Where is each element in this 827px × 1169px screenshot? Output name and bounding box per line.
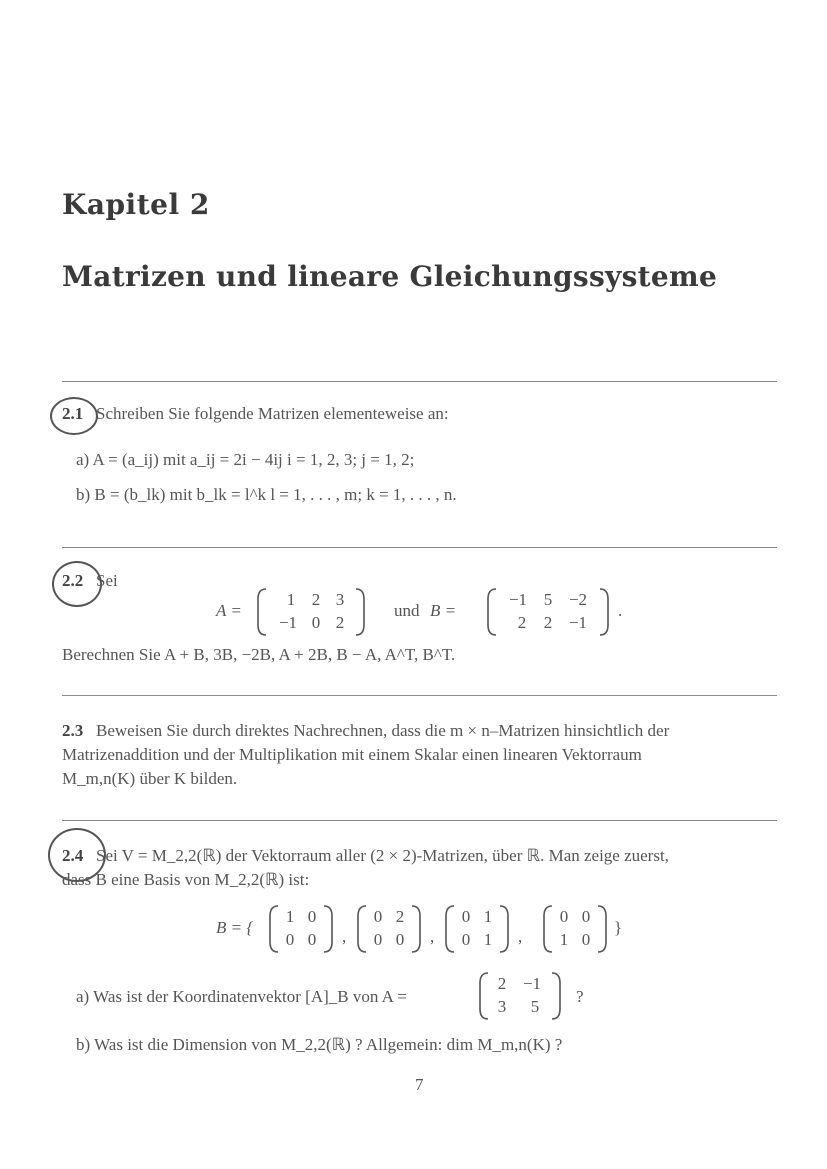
matrix-cell: 0 xyxy=(395,930,405,949)
basis-matrix-4 xyxy=(542,904,608,954)
matrix-cell: 0 xyxy=(581,907,591,926)
divider xyxy=(62,547,777,548)
matrix-cell: 0 xyxy=(461,907,471,926)
page-number: 7 xyxy=(415,1075,424,1094)
matrix-cell: −2 xyxy=(568,590,588,609)
matrix-cell: 5 xyxy=(543,590,553,609)
exercise-number: 2.4 xyxy=(62,846,84,865)
matrix-cell: 1 xyxy=(285,907,295,926)
exercise-2-4-a: a) Was ist der Koordinatenvektor [A]_B von A = xyxy=(76,987,407,1006)
comma: , xyxy=(430,927,435,946)
exercise-2-3-line2: Matrizenaddition und der Multiplikation mit einem Skalar einen linearen Vektorraum xyxy=(62,745,642,764)
chapter-label: Kapitel 2 xyxy=(62,188,210,221)
matrix-cell: 0 xyxy=(373,930,383,949)
matrix-A-label: A = xyxy=(216,601,242,620)
matrix-brackets xyxy=(356,904,422,954)
exercise-2-1-b: b) B = (b_lk) mit b_lk = l^k l = 1, . . . , m; k = 1, . . . , n. xyxy=(76,485,457,504)
exercise-intro: Schreiben Sie folgende Matrizen elementeweise an: xyxy=(96,404,449,423)
matrix-B xyxy=(486,587,610,637)
matrix-cell: 0 xyxy=(373,907,383,926)
exercise-number: 2.2 xyxy=(62,571,84,590)
matrix-cell: 2 xyxy=(335,613,345,632)
matrix-cell: 1 xyxy=(286,590,296,609)
matrix-cell: −1 xyxy=(568,613,588,632)
matrix-cell: 2 xyxy=(311,590,321,609)
matrix-cell: 2 xyxy=(395,907,405,926)
matrix-cell: 5 xyxy=(530,997,540,1016)
matrix-cell: −1 xyxy=(278,613,298,632)
exercise-2-4-line1 xyxy=(62,845,669,867)
comma: , xyxy=(518,927,523,946)
matrix-cell: 1 xyxy=(483,907,493,926)
matrix-cell: 0 xyxy=(285,930,295,949)
matrix-cell: 3 xyxy=(335,590,345,609)
period: . xyxy=(618,601,623,620)
exercise-2-2-task: Berechnen Sie A + B, 3B, −2B, A + 2B, B − A, A^T, B^T. xyxy=(62,645,456,664)
exercise-text: Sei V = M_2,2(ℝ) der Vektorraum aller (2 × 2)-Matrizen, über ℝ. Man zeige zuerst, xyxy=(96,846,669,865)
matrix-A-coord xyxy=(478,971,562,1021)
exercise-number: 2.3 xyxy=(62,721,84,740)
exercise-number: 2.1 xyxy=(62,404,84,423)
chapter-title: Matrizen und lineare Gleichungssysteme xyxy=(62,260,718,293)
matrix-cell: −1 xyxy=(508,590,528,609)
basis-matrix-1 xyxy=(268,904,334,954)
matrix-A xyxy=(256,587,366,637)
matrix-cell: 0 xyxy=(307,930,317,949)
exercise-intro: Sei xyxy=(96,571,118,590)
divider xyxy=(62,381,777,382)
divider xyxy=(62,820,777,821)
question-mark: ? xyxy=(576,987,584,1006)
exercise-2-3-line1 xyxy=(62,720,669,742)
basis-matrix-2 xyxy=(356,904,422,954)
exercise-2-4-b: b) Was ist die Dimension von M_2,2(ℝ) ? Allgemein: dim M_m,n(K) ? xyxy=(76,1035,563,1054)
matrix-cell: 2 xyxy=(497,974,507,993)
matrix-brackets xyxy=(444,904,510,954)
exercise-2-4-line2: dass B eine Basis von M_2,2(ℝ) ist: xyxy=(62,870,310,889)
matrix-cell: 1 xyxy=(483,930,493,949)
und-text: und xyxy=(394,601,420,620)
basis-label: B = { xyxy=(216,918,254,937)
exercise-2-1-header xyxy=(62,403,449,425)
matrix-cell: 0 xyxy=(461,930,471,949)
matrix-cell: 0 xyxy=(581,930,591,949)
matrix-brackets xyxy=(268,904,334,954)
matrix-cell: 3 xyxy=(497,997,507,1016)
exercise-2-2-header xyxy=(62,570,118,592)
matrix-B-label: B = xyxy=(430,601,457,620)
basis-matrix-3 xyxy=(444,904,510,954)
divider xyxy=(62,695,777,696)
matrix-cell: 0 xyxy=(559,907,569,926)
matrix-cell: 2 xyxy=(543,613,553,632)
exercise-text: Beweisen Sie durch direktes Nachrechnen, dass die m × n–Matrizen hinsichtlich der xyxy=(96,721,670,740)
matrix-cell: 1 xyxy=(559,930,569,949)
exercise-2-1-a: a) A = (a_ij) mit a_ij = 2i − 4ij i = 1, 2, 3; j = 1, 2; xyxy=(76,450,415,469)
basis-close: } xyxy=(614,918,623,937)
exercise-2-3-line3: M_m,n(K) über K bilden. xyxy=(62,769,238,788)
matrix-brackets xyxy=(542,904,608,954)
comma: , xyxy=(342,927,347,946)
matrix-cell: 0 xyxy=(311,613,321,632)
matrix-cell: −1 xyxy=(522,974,542,993)
matrix-cell: 2 xyxy=(517,613,527,632)
matrix-cell: 0 xyxy=(307,907,317,926)
